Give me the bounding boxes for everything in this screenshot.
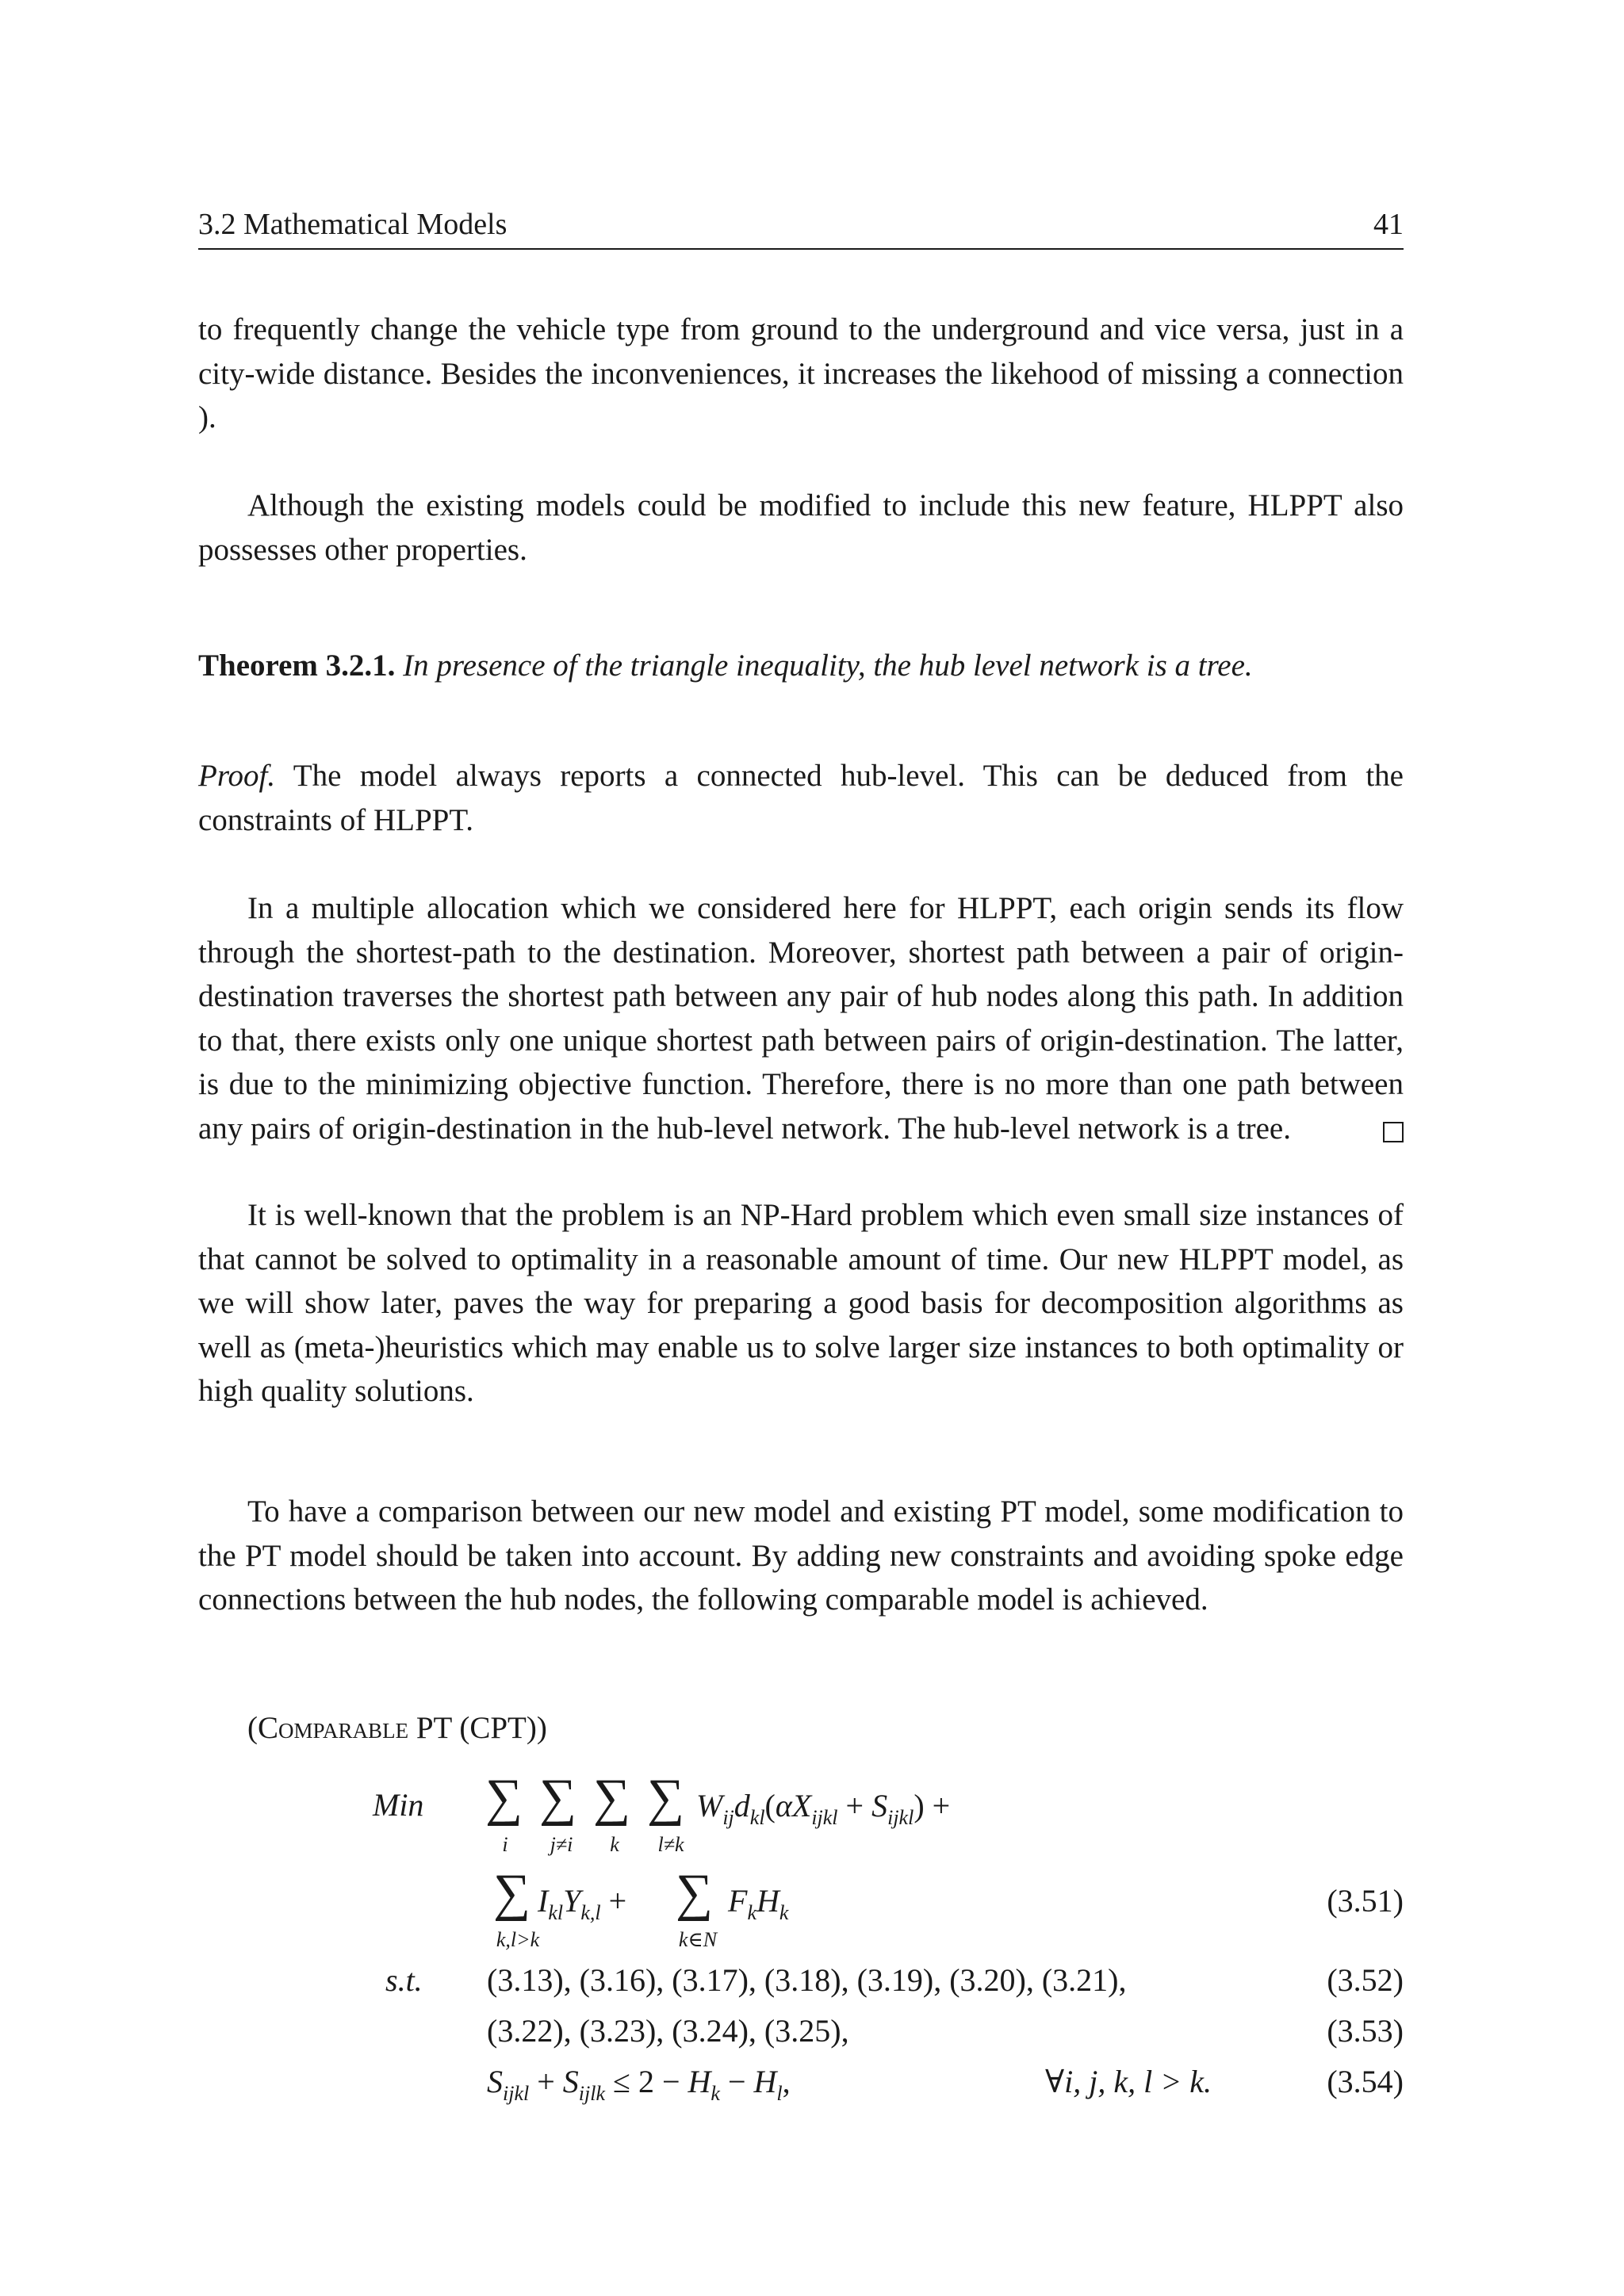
model-title-smallcaps: Comparable <box>258 1711 409 1745</box>
sum-limit: k∈N <box>678 1928 718 1951</box>
constraint-quantifier: ∀i, j, k, l > k. <box>1045 2064 1212 2099</box>
proof-text: The model always reports a connected hub-level. This can be deduced from the constraints of HLPPT. <box>198 759 1404 837</box>
theorem-label: Theorem 3.2.1. <box>198 649 396 683</box>
equation-number: (3.53) <box>1327 2013 1404 2049</box>
sum-symbol: ∑ <box>539 1769 577 1827</box>
paragraph-comparison: To have a comparison between our new model and existing PT model, some modification to the PT model should be taken into account. By adding new constraints and avoiding spoke edge connections between the hub nodes, the following comparable model is achieved. <box>198 1494 1404 1617</box>
sum-symbol: ∑ <box>593 1769 631 1827</box>
page-number: 41 <box>1373 208 1404 241</box>
sum-symbol: ∑ <box>493 1864 531 1922</box>
proof-label: Proof. <box>198 759 276 793</box>
constraint-refs-1: (3.13), (3.16), (3.17), (3.18), (3.19), (3.20), (3.21), <box>487 1962 1127 1998</box>
running-header <box>198 205 1404 244</box>
theorem-statement: In presence of the triangle inequality, the hub level network is a tree. <box>403 649 1253 683</box>
sum-limit: l≠k <box>657 1833 684 1856</box>
sum-symbol: ∑ <box>647 1769 685 1827</box>
sum-symbol: ∑ <box>485 1769 523 1827</box>
constraint-3-54: $S_{ijkl} + S_{ijlk} \le 2 - H_k - H_l$, <box>487 2064 791 2105</box>
paragraph-continuation: to frequently change the vehicle type from ground to the underground and vice versa, just in a city-wide distance. Besides the inconveniences, it increases the likehood of missing a connection ). <box>198 312 1404 434</box>
paragraph-existing-models: Although the existing models could be modified to include this new feature, HLPPT also possesses other properties. <box>198 488 1404 567</box>
sum-limit: i <box>502 1833 508 1856</box>
model-title: (Comparable PT (CPT)) <box>247 1711 547 1745</box>
qed-box-icon <box>1383 1122 1404 1142</box>
objective-term-2: $I_{kl}Y_{k,l}$ + <box>538 1883 627 1924</box>
sum-limit: k <box>610 1833 619 1856</box>
paragraph-np-hard: It is well-known that the problem is an NP-Hard problem which even small size instances of that cannot be solved to optimality in a reasonable amount of time. Our new HLPPT model, as we will show later, paves the way for preparing a good basis for decomposition algorithms as well as (meta-)heuristics which may enable us to solve larger size instances to both optimality or high quality solutions. <box>198 1198 1404 1408</box>
objective-term-3: $F_kH_k$ <box>728 1883 789 1924</box>
equation-number: (3.52) <box>1327 1962 1404 1998</box>
proof-body: In a multiple allocation which we considered here for HLPPT, each origin sends its flow through the shortest-path to the destination. Moreover, shortest path between a pair of origin-destination traverses the shortest path between any pair of hub nodes along this path. In addition to that, there exists only one unique shortest path between pairs of origin-destination. The latter, is due to the minimizing objective function. Therefore, there is no more than one path between any pairs of origin-destination in the hub-level network. The hub-level network is a tree. <box>198 891 1404 1146</box>
header-rule <box>198 248 1404 250</box>
section-title: 3.2 Mathematical Models <box>198 208 508 241</box>
equation-number: (3.54) <box>1327 2064 1404 2099</box>
objective-term-1: $W_{ij}d_{kl}(\alpha X_{ijkl} + S_{ijkl})$ + <box>696 1788 951 1829</box>
sum-symbol: ∑ <box>676 1864 714 1922</box>
proof-continuation <box>198 886 1404 1150</box>
st-label: s.t. <box>385 1962 423 1998</box>
proof <box>198 754 1404 842</box>
theorem <box>198 644 1404 688</box>
min-label: Min <box>373 1787 424 1823</box>
sum-limit: k,l>k <box>496 1928 540 1951</box>
constraint-refs-2: (3.22), (3.23), (3.24), (3.25), <box>487 2013 849 2049</box>
equation-number: (3.51) <box>1327 1883 1404 1919</box>
sum-limit: j≠i <box>550 1833 573 1856</box>
